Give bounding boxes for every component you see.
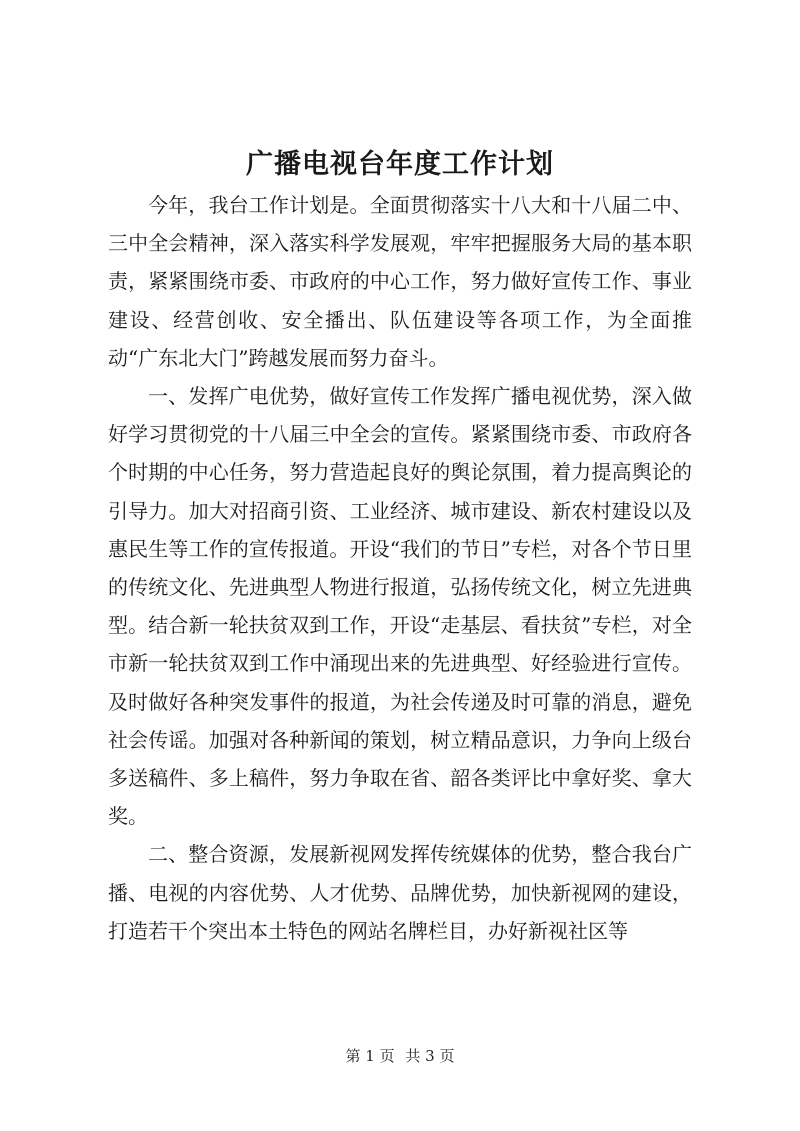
page-footer <box>0 1045 800 1066</box>
document-body <box>108 186 692 950</box>
page-total: 共 3 页 <box>405 1047 455 1065</box>
paragraph-intro: 今年，我台工作计划是。全面贯彻落实十八大和十八届二中、三中全会精神，深入落实科学发展观，牢牢把握服务大局的基本职责，紧紧围绕市委、市政府的中心工作，努力做好宣传工作、事业建设、经营创收、安全播出、队伍建设等各项工作，为全面推动“广东北大门”跨越发展而努力奋斗。 <box>108 193 692 370</box>
paragraph-section-1: 一、发挥广电优势，做好宣传工作发挥广播电视优势，深入做好学习贯彻党的十八届三中全会的宣传。紧紧围绕市委、市政府各个时期的中心任务，努力营造起良好的舆论氛围，着力提高舆论的引导力。加大对招商引资、工业经济、城市建设、新农村建设以及惠民生等工作的宣传报道。开设“我们的节日”专栏，对各个节日里的传统文化、先进典型人物进行报道，弘扬传统文化，树立先进典型。结合新一轮扶贫双到工作，开设“走基层、看扶贫”专栏，对全市新一轮扶贫双到工作中涌现出来的先进典型、好经验进行宣传。及时做好各种突发事件的报道，为社会传递及时可靠的消息，避免社会传谣。加强对各种新闻的策划，树立精品意识，力争向上级台多送稿件、多上稿件，努力争取在省、韶各类评比中拿好奖、拿大奖。 <box>108 384 692 829</box>
document-title: 广播电视台年度工作计划 <box>246 149 554 180</box>
paragraph-section-2: 二、整合资源，发展新视网发挥传统媒体的优势，整合我台广播、电视的内容优势、人才优势、品牌优势，加快新视网的建设，打造若干个突出本土特色的网站名牌栏目，办好新视社区等 <box>108 842 692 943</box>
page-number: 第 1 页 <box>345 1047 395 1065</box>
